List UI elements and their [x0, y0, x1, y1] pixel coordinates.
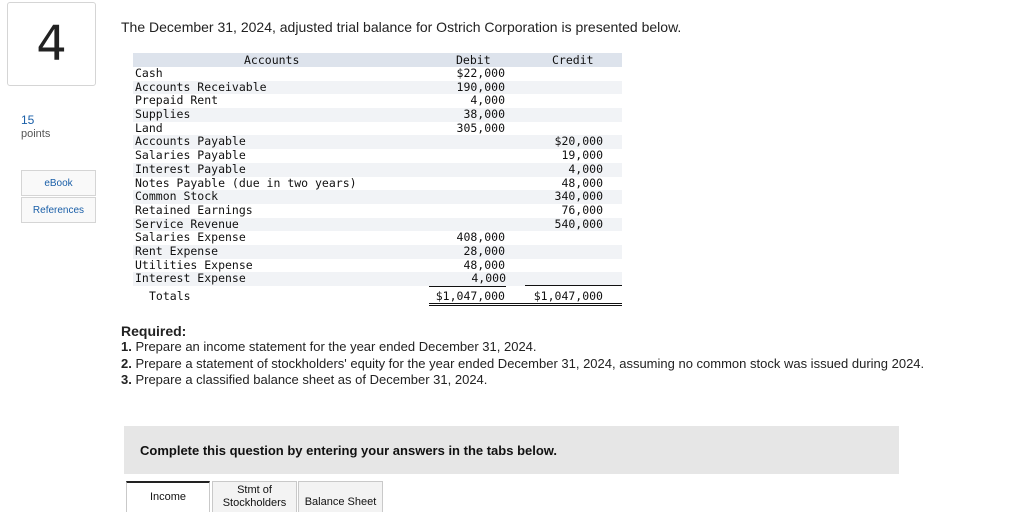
table-row: [133, 177, 622, 191]
table-row: [133, 135, 622, 149]
credit-cell: 48,000: [561, 175, 603, 190]
table-row: [133, 94, 622, 108]
required-heading: Required:: [121, 323, 187, 339]
header-credit: Credit: [552, 53, 594, 67]
account-cell: Rent Expense: [135, 243, 219, 258]
required-item-number: 1.: [121, 339, 132, 355]
table-body: [133, 67, 622, 286]
tab-income[interactable]: Income: [126, 481, 210, 512]
credit-cell: $20,000: [554, 134, 603, 149]
account-cell: Retained Earnings: [135, 202, 253, 217]
table-row: [133, 122, 622, 136]
table-row: [133, 67, 622, 81]
credit-cell: 540,000: [554, 216, 603, 231]
debit-cell: $22,000: [456, 66, 505, 80]
table-row: [133, 204, 622, 218]
debit-cell: 38,000: [463, 107, 505, 122]
credit-cell: 76,000: [561, 202, 603, 217]
account-cell: Prepaid Rent: [135, 93, 219, 108]
account-cell: Accounts Receivable: [135, 79, 267, 94]
account-cell: Salaries Expense: [135, 230, 246, 245]
account-cell: Accounts Payable: [135, 134, 246, 149]
ebook-button[interactable]: eBook: [21, 170, 96, 196]
table-row: [133, 272, 622, 286]
header-debit: Debit: [456, 53, 491, 67]
table-row: [133, 108, 622, 122]
account-cell: Service Revenue: [135, 216, 239, 231]
account-cell: Salaries Payable: [135, 148, 246, 163]
banner-text: Complete this question by entering your answers in the tabs below.: [140, 442, 558, 458]
totals-row: [133, 286, 622, 306]
question-number: 4: [36, 16, 67, 72]
debit-cell: 4,000: [470, 93, 505, 108]
required-item-number: 3.: [121, 371, 132, 387]
points-label: points: [21, 128, 51, 140]
totals-debit: $1,047,000: [435, 289, 505, 303]
debit-cell: 190,000: [456, 79, 505, 94]
table-row: [133, 190, 622, 204]
debit-cell: 4,000: [429, 272, 506, 287]
account-cell: Interest Payable: [135, 161, 246, 176]
credit-cell: 340,000: [554, 189, 603, 204]
tab-balance-sheet[interactable]: Balance Sheet: [298, 481, 383, 512]
required-item-text: Prepare an income statement for the year ended December 31, 2024.: [131, 339, 537, 355]
credit-cell: 19,000: [561, 148, 603, 163]
table-row: [133, 259, 622, 273]
account-cell: Land: [135, 120, 163, 135]
debit-cell: 305,000: [456, 120, 505, 135]
table-header: [133, 53, 622, 67]
table-row: [133, 231, 622, 245]
references-button[interactable]: References: [21, 197, 96, 223]
account-cell: Interest Expense: [135, 271, 246, 286]
required-item-text: Prepare a statement of stockholders' equity for the year ended December 31, 2024, assuming no common stock was issued during 2024.: [131, 355, 925, 371]
tab-stockholders-equity[interactable]: Stmt of Stockholders: [212, 481, 297, 512]
account-cell: Cash: [135, 66, 163, 80]
required-item-3: [121, 372, 981, 388]
table-row: [133, 218, 622, 232]
required-item-1: [121, 339, 981, 355]
credit-cell: 4,000: [568, 161, 603, 176]
debit-cell: 408,000: [456, 230, 505, 245]
table-row: [133, 81, 622, 95]
table-row: [133, 245, 622, 259]
debit-cell: 48,000: [463, 257, 505, 272]
required-item-2: [121, 356, 981, 372]
points-value: 15: [21, 113, 35, 127]
account-cell: Utilities Expense: [135, 257, 253, 272]
account-cell: Supplies: [135, 107, 191, 122]
required-section: [121, 323, 981, 388]
account-cell: Common Stock: [135, 189, 219, 204]
table-row: [133, 163, 622, 177]
trial-balance-table: [133, 53, 622, 306]
instructions-banner: [124, 426, 899, 474]
totals-label: Totals: [149, 289, 191, 303]
totals-credit: $1,047,000: [533, 289, 603, 303]
debit-cell: 28,000: [463, 243, 505, 258]
account-cell: Notes Payable (due in two years): [135, 175, 357, 190]
header-accounts: Accounts: [244, 53, 300, 67]
required-item-number: 2.: [121, 355, 132, 371]
required-item-text: Prepare a classified balance sheet as of December 31, 2024.: [131, 371, 488, 387]
question-intro: The December 31, 2024, adjusted trial balance for Ostrich Corporation is presented below.: [121, 19, 682, 35]
question-number-box: [7, 2, 96, 86]
table-row: [133, 149, 622, 163]
